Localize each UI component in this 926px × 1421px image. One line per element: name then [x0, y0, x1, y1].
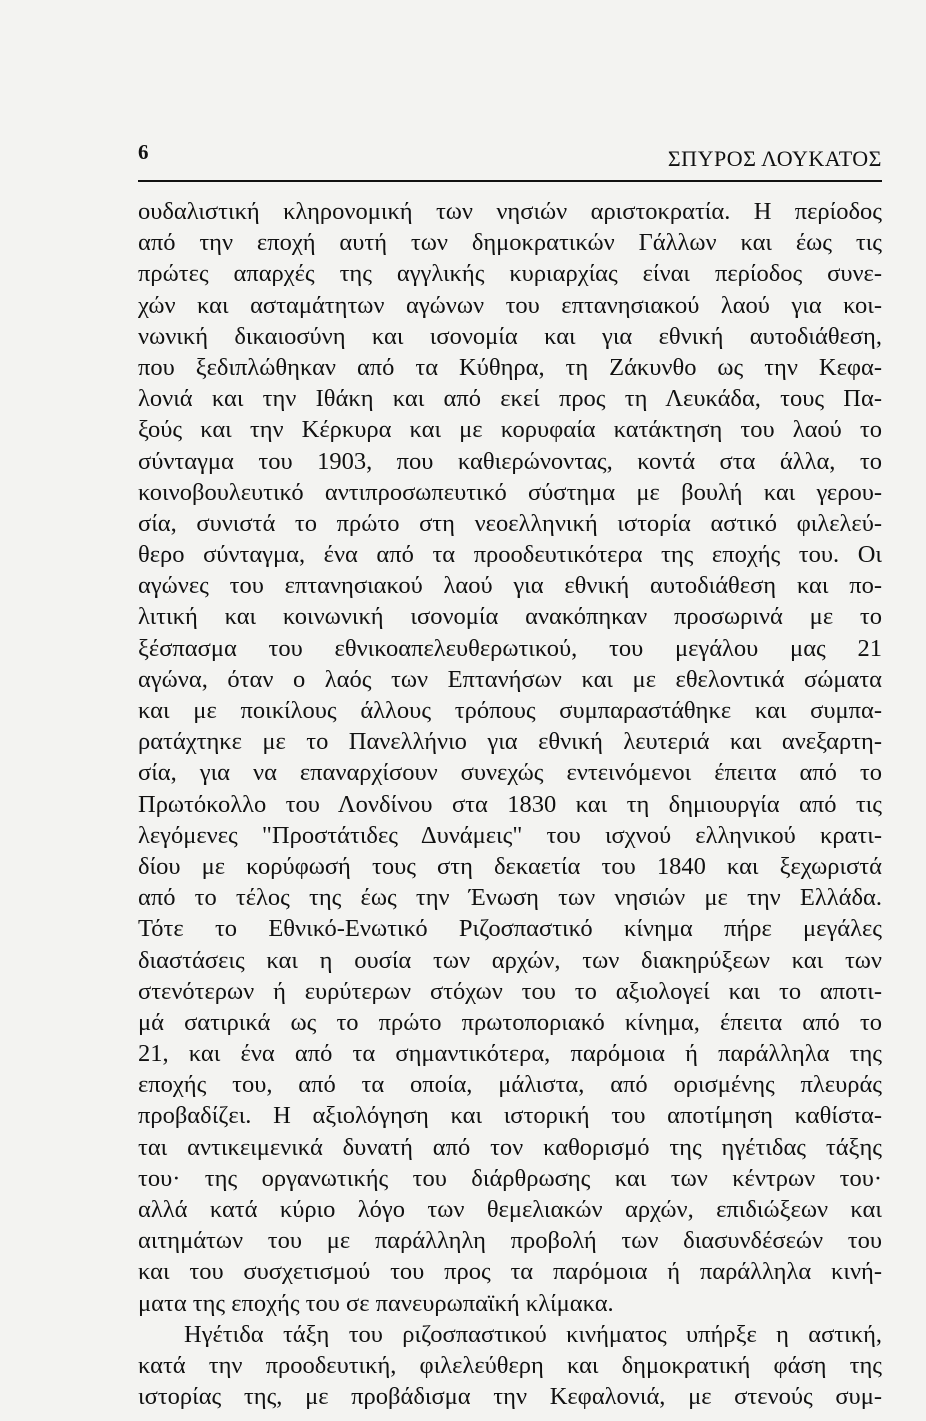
header-rule: [138, 180, 882, 182]
body-text: [138, 196, 882, 1412]
text-line: ξούς και την Κέρκυρα και με κορυφαία κατάκτηση του λαού το: [138, 416, 882, 444]
text-line: νωνική δικαιοσύνη και ισονομία και για εθνική αυτοδιάθεση,: [138, 322, 882, 350]
text-line: από την εποχή αυτή των δημοκρατικών Γάλλων και έως τις: [138, 229, 882, 257]
text-line: Τότε το Εθνικό-Ενωτικό Ριζοσπαστικό κίνημα πήρε μεγάλες: [138, 915, 882, 943]
text-line: κοινοβουλευτικό αντιπροσωπευτικό σύστημα με βουλή και γερου-: [138, 478, 882, 506]
text-line: 21, και ένα από τα σημαντικότερα, παρόμοια ή παράλληλα της: [138, 1040, 882, 1068]
text-line: κατά την προοδευτική, φιλελεύθερη και δημοκρατική φάση της: [138, 1351, 882, 1379]
text-line: ιστορίας της, με προβάδισμα την Κεφαλονιά, με στενούς συμ-: [138, 1383, 882, 1411]
text-line: από το τέλος της έως την Ένωση των νησιών με την Ελλάδα.: [138, 884, 882, 912]
text-line: αλλά κατά κύριο λόγο των θεμελιακών αρχών, επιδιώξεων και: [138, 1196, 882, 1223]
text-line: αγώνες του επτανησιακού λαού για εθνική αυτοδιάθεση και πο-: [138, 572, 882, 600]
text-line: προβαδίζει. Η αξιολόγηση και ιστορική του αποτίμηση καθίστα-: [138, 1102, 882, 1130]
text-line: δίου με κορύφωσή τους στη δεκαετία του 1840 και ξεχωριστά: [138, 852, 882, 880]
text-line: θερο σύνταγμα, ένα από τα προοδευτικότερα της εποχής του. Οι: [138, 541, 882, 569]
text-line: σύνταγμα του 1903, που καθιερώνοντας, κοντά στα άλλα, το: [138, 447, 882, 475]
text-line: λιτική και κοινωνική ισονομία ανακόπηκαν προσωρινά με το: [138, 603, 882, 631]
text-line: αιτημάτων του με παράλληλη προβολή των διασυνδέσεών του: [138, 1227, 882, 1255]
text-line: στενότερων ή ευρύτερων στόχων του το αξιολογεί και το αποτι-: [138, 977, 882, 1005]
text-line: και του συσχετισμού του προς τα παρόμοια ή παράλληλα κινή-: [138, 1258, 882, 1286]
text-line: ματα της εποχής του σε πανευρωπαϊκή κλίμακα.: [138, 1289, 614, 1317]
text-line: ουδαλιστική κληρονομική των νησιών αριστοκρατία. Η περίοδος: [138, 198, 882, 225]
text-line: σία, για να επαναρχίσουν συνεχώς εντεινόμενοι έπειτα από το: [138, 759, 882, 787]
text-line: ται αντικειμενικά δυνατή από τον καθορισμό της ηγέτιδας τάξης: [138, 1133, 882, 1161]
text-line: αγώνα, όταν ο λαός των Επτανήσων και με εθελοντικά σώματα: [138, 665, 882, 693]
page-number: 6: [138, 140, 149, 164]
page-header: [138, 140, 882, 182]
text-line: χών και ασταμάτητων αγώνων του επτανησιακού λαού για κοι-: [138, 291, 882, 319]
text-line: λονιά και την Ιθάκη και από εκεί προς τη Λευκάδα, τους Πα-: [138, 385, 882, 413]
paragraph: [138, 1319, 882, 1413]
text-line: λεγόμενες "Προστάτιδες Δυνάμεις" του ισχνού ελληνικού κρατι-: [138, 821, 882, 849]
text-line: εποχής του, από τα οποία, μάλιστα, από ορισμένης πλευράς: [138, 1071, 882, 1099]
text-line: του· της οργανωτικής του διάρθρωσης και των κέντρων του·: [138, 1164, 882, 1192]
text-line: ξέσπασμα του εθνικοαπελευθερωτικού, του μεγάλου μας 21: [138, 634, 882, 662]
text-line: Πρωτόκολλο του Λονδίνου στα 1830 και τη δημιουργία από τις: [138, 790, 882, 818]
text-line: μά σατιρικά ως το πρώτο πρωτοποριακό κίνημα, έπειτα από το: [138, 1008, 882, 1036]
text-line: πρώτες απαρχές της αγγλικής κυριαρχίας είναι περίοδος συνε-: [138, 260, 882, 288]
running-head: ΣΠΥΡΟΣ ΛΟΥΚΑΤΟΣ: [667, 146, 882, 171]
text-line: σία, συνιστά το πρώτο στη νεοελληνική ιστορία αστικό φιλελεύ-: [138, 509, 882, 537]
paragraph: [138, 196, 882, 1319]
text-line: που ξεδιπλώθηκαν από τα Κύθηρα, τη Ζάκυνθο ως την Κεφα-: [138, 353, 882, 381]
text-line: διαστάσεις και η ουσία των αρχών, των διακηρύξεων και των: [138, 946, 882, 974]
text-line: ρατάχτηκε με το Πανελλήνιο για εθνική λευτεριά και ανεξαρτη-: [138, 728, 882, 756]
text-line: και με ποικίλους άλλους τρόπους συμπαραστάθηκε και συμπα-: [138, 697, 882, 724]
text-line: Ηγέτιδα τάξη του ριζοσπαστικού κινήματος υπήρξε η αστική,: [184, 1320, 882, 1348]
